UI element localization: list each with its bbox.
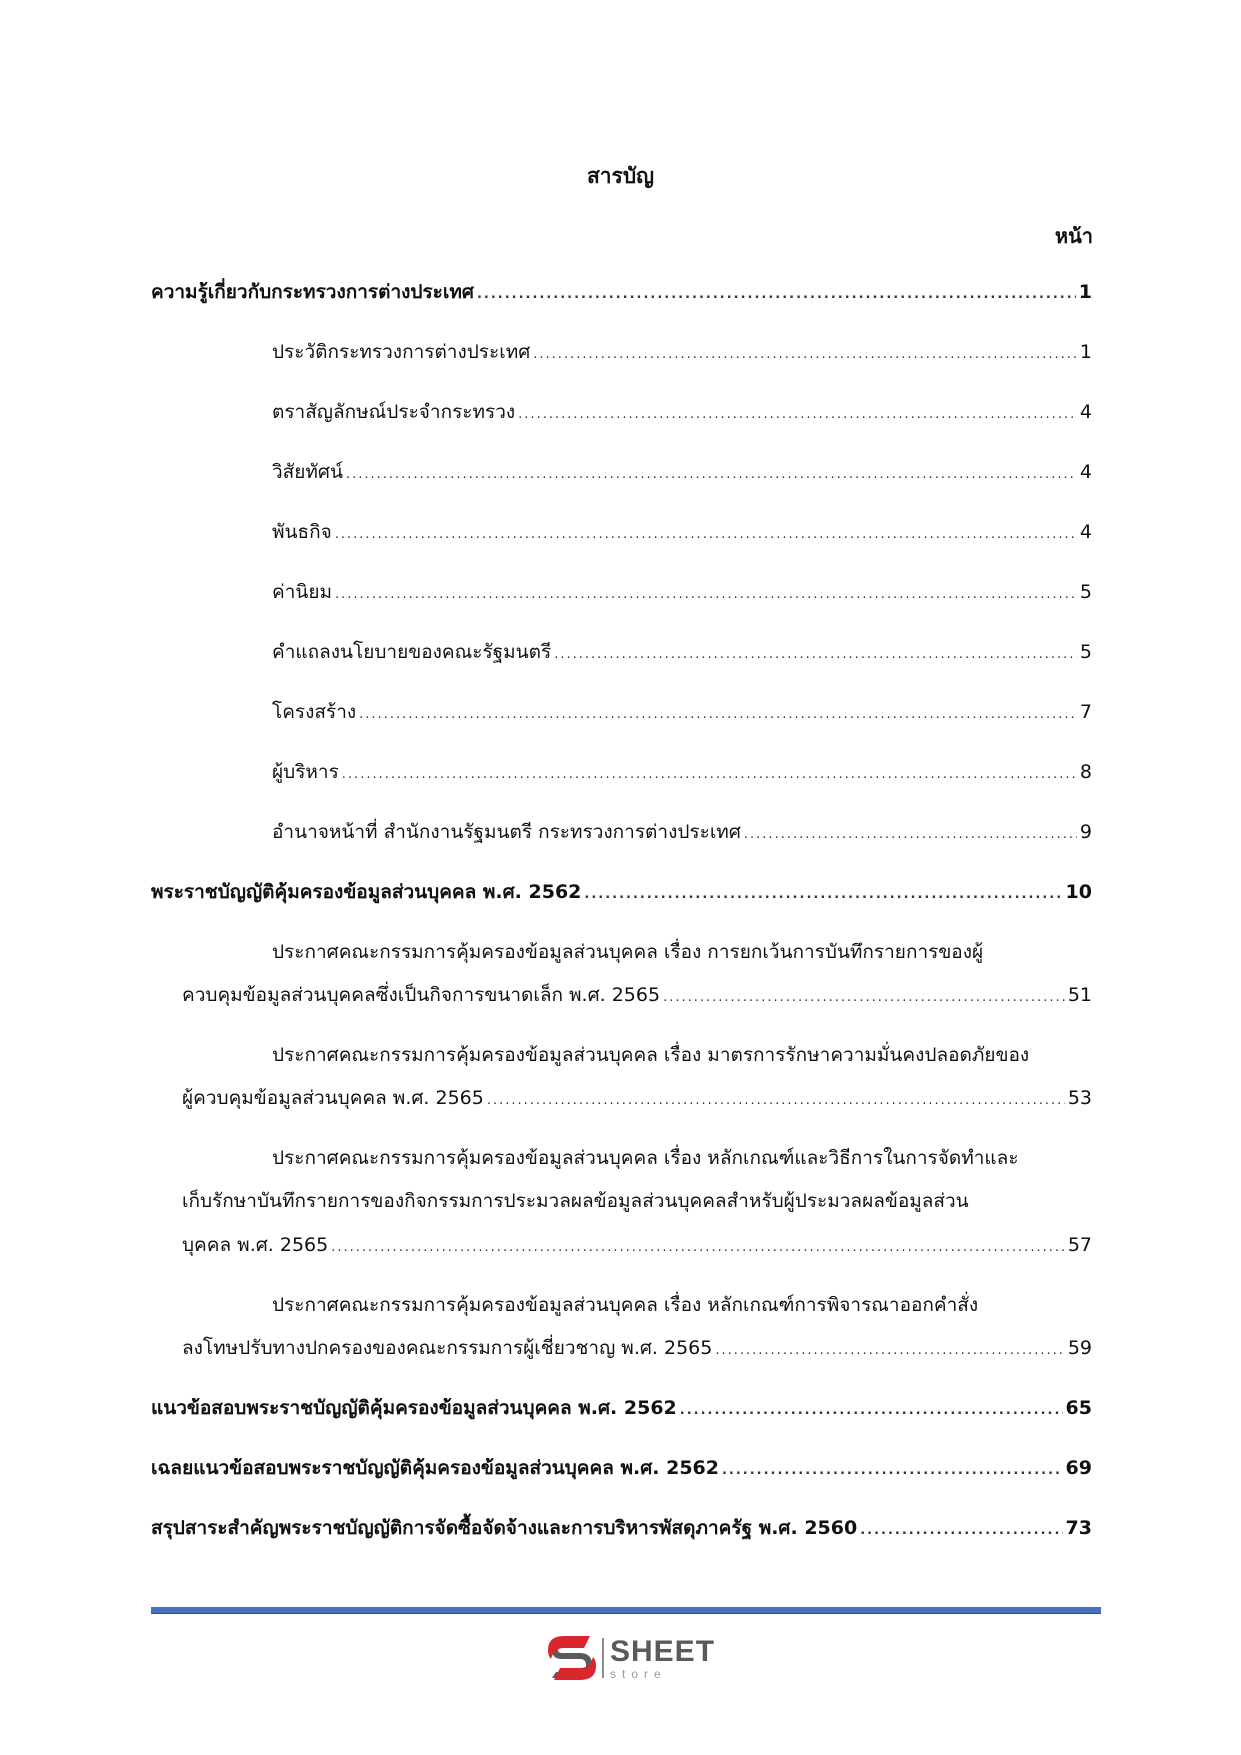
toc-entry-text: ผู้บริหาร <box>272 761 339 783</box>
toc-leader-dots <box>554 642 1077 668</box>
toc-entry-text: สรุปสาระสำคัญพระราชบัญญัติการจัดซื้อจัดจ้างและการบริหารพัสดุภาครัฐ พ.ศ. 2560 <box>151 1517 858 1539</box>
toc-entry-page: 5 <box>1079 581 1092 603</box>
toc-leader-dots <box>346 462 1077 488</box>
toc-entry-policy-statement[interactable] <box>272 639 1092 668</box>
toc-entry-page: 7 <box>1079 701 1092 723</box>
toc-leader-dots <box>533 342 1077 368</box>
toc-entry-text: พันธกิจ <box>272 521 332 543</box>
toc-entry-exam-answers[interactable] <box>151 1455 1092 1484</box>
toc-entry-structure[interactable] <box>272 699 1092 728</box>
toc-entry-vision[interactable] <box>272 459 1092 488</box>
toc-entry-page: 53 <box>1067 1087 1092 1109</box>
logo-word: SHEET <box>610 1634 716 1668</box>
toc-entry-page: 4 <box>1079 401 1092 423</box>
toc-announcement-4[interactable] <box>182 1335 1092 1364</box>
toc-announcement-1[interactable] <box>182 982 1092 1011</box>
toc-leader-dots <box>342 762 1077 788</box>
toc-entry-page: 4 <box>1079 461 1092 483</box>
toc-entry-page: 57 <box>1067 1234 1092 1256</box>
toc-leader-dots <box>335 582 1077 608</box>
logo-separator <box>602 1638 604 1678</box>
toc-entry-text: ค่านิยม <box>272 581 333 603</box>
toc-leader-dots <box>715 1338 1064 1364</box>
toc-entry-text: บุคคล พ.ศ. 2565 <box>182 1234 329 1256</box>
toc-leader-dots <box>359 702 1077 728</box>
toc-entry-text: ควบคุมข้อมูลส่วนบุคคลซึ่งเป็นกิจการขนาดเล็ก พ.ศ. 2565 <box>182 984 661 1006</box>
toc-entry-page: 51 <box>1067 984 1092 1006</box>
toc-announcement-3-line-1[interactable]: ประกาศคณะกรรมการคุ้มครองข้อมูลส่วนบุคคล เรื่อง หลักเกณฑ์และวิธีการในการจัดทำและ <box>272 1147 1019 1169</box>
toc-announcement-2-line-1[interactable]: ประกาศคณะกรรมการคุ้มครองข้อมูลส่วนบุคคล เรื่อง มาตรการรักษาความมั่นคงปลอดภัยของ <box>272 1044 1030 1066</box>
sheet-store-logo <box>546 1632 715 1684</box>
toc-entry-mission[interactable] <box>272 519 1092 548</box>
toc-leader-dots <box>860 1518 1062 1544</box>
page-column-label: หน้า <box>1054 224 1093 248</box>
toc-announcement-3-line-2[interactable]: เก็บรักษาบันทึกรายการของกิจกรรมการประมวลผลข้อมูลส่วนบุคคลสำหรับผู้ประมวลผลข้อมูลส่วน <box>182 1190 969 1212</box>
toc-leader-dots <box>722 1458 1063 1484</box>
toc-entry-procurement-summary[interactable] <box>151 1515 1092 1544</box>
toc-announcement-3[interactable] <box>182 1232 1092 1261</box>
toc-entry-page: 59 <box>1067 1337 1092 1359</box>
toc-entry-page: 4 <box>1079 521 1092 543</box>
toc-entry-text: อำนาจหน้าที่ สำนักงานรัฐมนตรี กระทรวงการต่างประเทศ <box>272 821 741 843</box>
toc-entry-page: 1 <box>1078 281 1092 303</box>
sheet-store-logo-icon <box>546 1632 598 1684</box>
toc-entry-text: แนวข้อสอบพระราชบัญญัติคุ้มครองข้อมูลส่วนบุคคล พ.ศ. 2562 <box>151 1397 677 1419</box>
toc-entry-page: 69 <box>1065 1457 1092 1479</box>
logo-text <box>610 1634 716 1681</box>
toc-entry-text: ผู้ควบคุมข้อมูลส่วนบุคคล พ.ศ. 2565 <box>182 1087 484 1109</box>
toc-entry-emblem[interactable] <box>272 399 1092 428</box>
toc-entry-text: ตราสัญลักษณ์ประจำกระทรวง <box>272 401 516 423</box>
toc-announcement-2[interactable] <box>182 1085 1092 1114</box>
toc-entry-values[interactable] <box>272 579 1092 608</box>
toc-entry-duties[interactable] <box>272 819 1092 848</box>
toc-entry-executives[interactable] <box>272 759 1092 788</box>
toc-entry-page: 73 <box>1065 1517 1092 1539</box>
toc-entry-text: ลงโทษปรับทางปกครองของคณะกรรมการผู้เชี่ยวชาญ พ.ศ. 2565 <box>182 1337 713 1359</box>
toc-entry-page: 10 <box>1065 881 1092 903</box>
toc-entry-page: 9 <box>1079 821 1092 843</box>
toc-leader-dots <box>518 402 1077 428</box>
toc-announcement-4-line-1[interactable]: ประกาศคณะกรรมการคุ้มครองข้อมูลส่วนบุคคล เรื่อง หลักเกณฑ์การพิจารณาออกคำสั่ง <box>272 1294 979 1316</box>
toc-leader-dots <box>335 522 1077 548</box>
logo-subtitle: store <box>610 1666 667 1681</box>
toc-entry-foreign-affairs[interactable] <box>151 279 1092 308</box>
toc-leader-dots <box>663 985 1065 1011</box>
toc-entry-text: ประวัติกระทรวงการต่างประเทศ <box>272 341 531 363</box>
toc-leader-dots <box>487 1088 1065 1114</box>
toc-entry-exam-guide[interactable] <box>151 1395 1092 1424</box>
footer-rule <box>151 1607 1101 1614</box>
toc-entry-text: วิสัยทัศน์ <box>272 461 343 483</box>
toc-leader-dots <box>680 1398 1063 1424</box>
toc-entry-history[interactable] <box>272 339 1092 368</box>
toc-entry-page: 8 <box>1079 761 1092 783</box>
toc-entry-page: 5 <box>1079 641 1092 663</box>
toc-entry-text: ความรู้เกี่ยวกับกระทรวงการต่างประเทศ <box>151 281 474 303</box>
toc-leader-dots <box>331 1235 1065 1261</box>
toc-announcement-1-line-1[interactable]: ประกาศคณะกรรมการคุ้มครองข้อมูลส่วนบุคคล เรื่อง การยกเว้นการบันทึกรายการของผู้ <box>272 941 984 963</box>
toc-entry-text: โครงสร้าง <box>272 701 357 723</box>
toc-entry-text: คำแถลงนโยบายของคณะรัฐมนตรี <box>272 641 552 663</box>
toc-leader-dots <box>584 882 1062 908</box>
toc-entry-text: เฉลยแนวข้อสอบพระราชบัญญัติคุ้มครองข้อมูลส่วนบุคคล พ.ศ. 2562 <box>151 1457 719 1479</box>
toc-entry-pdpa-act[interactable] <box>151 879 1092 908</box>
toc-entry-page: 1 <box>1079 341 1092 363</box>
page-title: สารบัญ <box>586 164 655 188</box>
toc-leader-dots <box>744 822 1077 848</box>
toc-entry-page: 65 <box>1065 1397 1092 1419</box>
toc-leader-dots <box>477 282 1076 308</box>
toc-entry-text: พระราชบัญญัติคุ้มครองข้อมูลส่วนบุคคล พ.ศ. 2562 <box>151 881 582 903</box>
